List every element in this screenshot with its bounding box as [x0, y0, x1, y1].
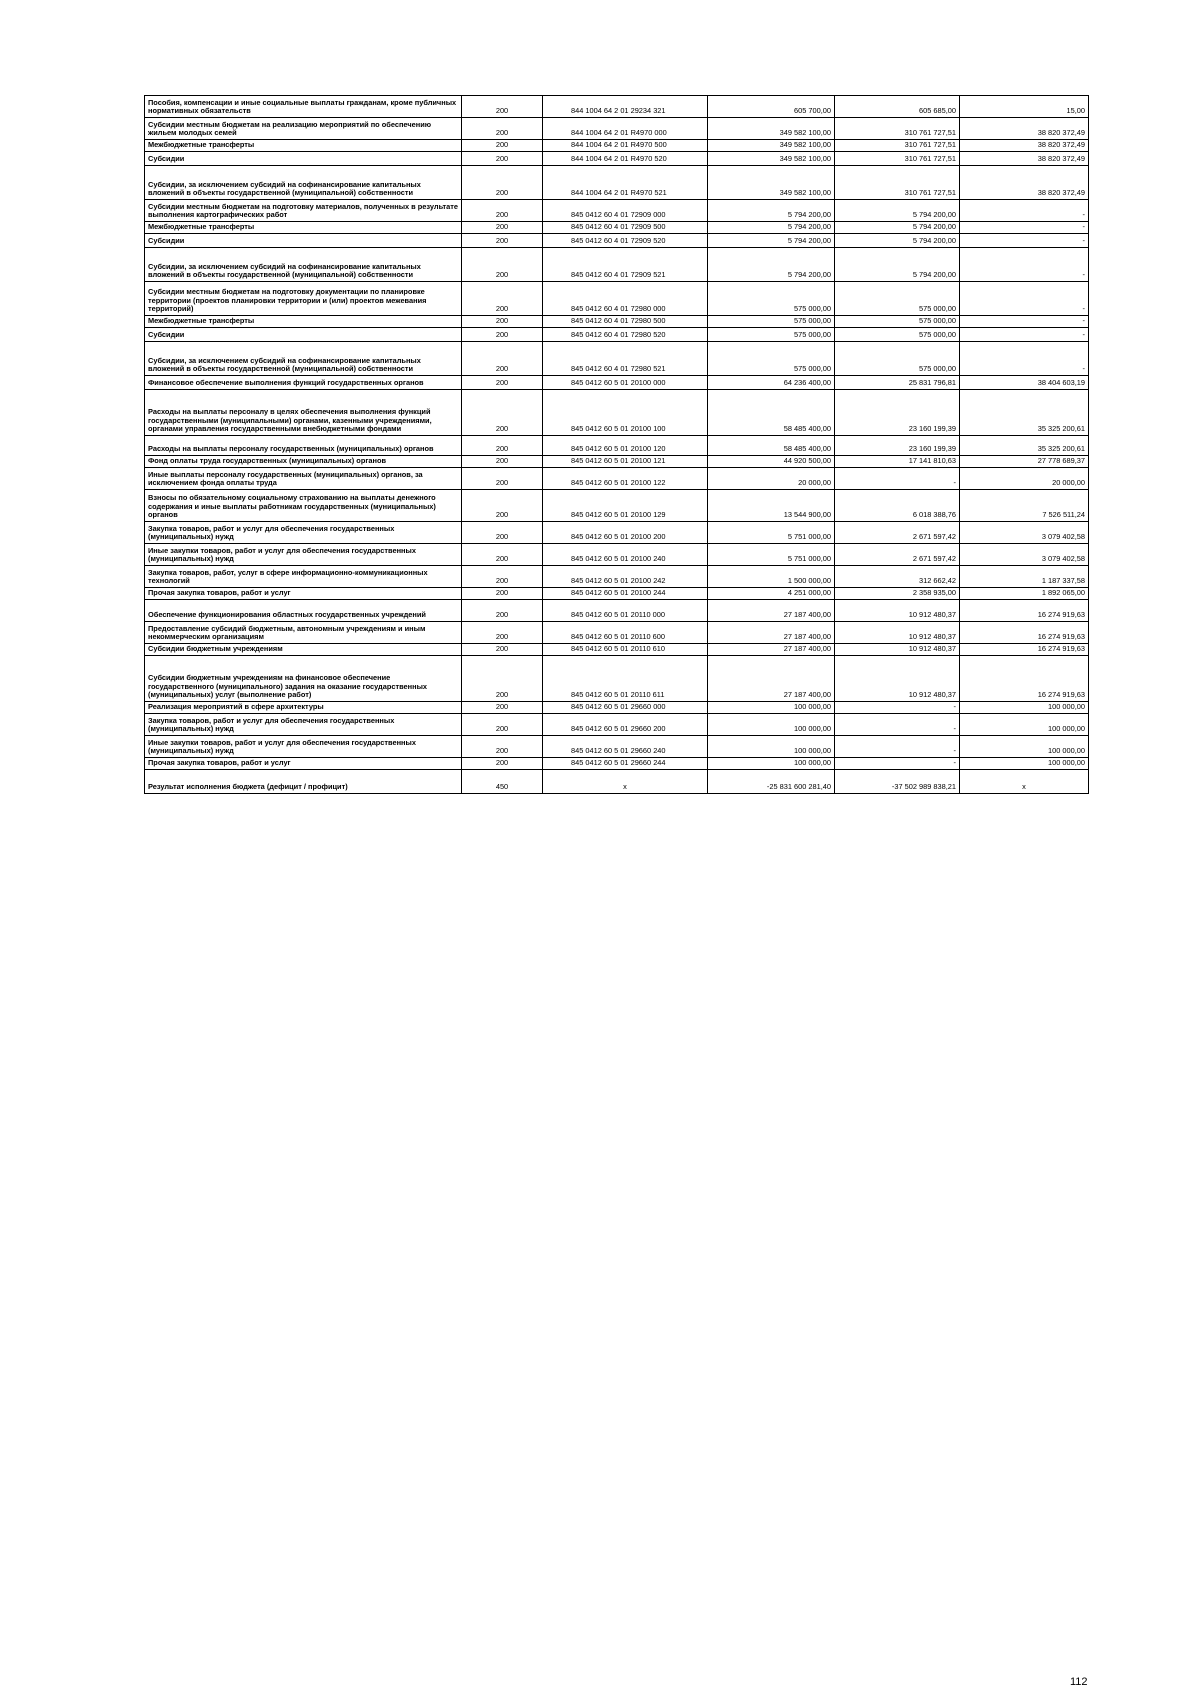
table-row — [145, 622, 1089, 644]
row-approved: 349 582 100,00 — [708, 140, 835, 152]
row-kbk: 845 0412 60 4 01 72909 521 — [543, 248, 708, 282]
row-executed: 23 160 199,39 — [835, 436, 960, 456]
table-row — [145, 328, 1089, 342]
table-row — [145, 736, 1089, 758]
row-unexecuted: 100 000,00 — [960, 714, 1089, 736]
row-executed: 5 794 200,00 — [835, 222, 960, 234]
row-name: Фонд оплаты труда государственных (муниципальных) органов — [145, 456, 462, 468]
row-name: Межбюджетные трансферты — [145, 316, 462, 328]
row-executed: 10 912 480,37 — [835, 644, 960, 656]
row-unexecuted: x — [960, 770, 1089, 794]
row-approved: 5 751 000,00 — [708, 544, 835, 566]
row-approved: 605 700,00 — [708, 96, 835, 118]
row-executed: - — [835, 714, 960, 736]
row-executed: 605 685,00 — [835, 96, 960, 118]
row-executed: 6 018 388,76 — [835, 490, 960, 522]
row-name: Межбюджетные трансферты — [145, 222, 462, 234]
row-approved: 4 251 000,00 — [708, 588, 835, 600]
row-code: 200 — [462, 544, 543, 566]
table-body — [145, 96, 1089, 794]
row-name: Субсидии, за исключением субсидий на софинансирование капитальных вложений в объекты государственной (муниципальной) собственности — [145, 166, 462, 200]
row-approved: 349 582 100,00 — [708, 152, 835, 166]
row-name: Иные выплаты персоналу государственных (муниципальных) органов, за исключением фонда оплаты труда — [145, 468, 462, 490]
row-code: 200 — [462, 436, 543, 456]
row-code: 200 — [462, 522, 543, 544]
table-row — [145, 390, 1089, 436]
row-approved: 100 000,00 — [708, 714, 835, 736]
table-row — [145, 522, 1089, 544]
row-approved: -25 831 600 281,40 — [708, 770, 835, 794]
row-name: Предоставление субсидий бюджетным, автономным учреждениям и иным некоммерческим организациям — [145, 622, 462, 644]
row-unexecuted: 20 000,00 — [960, 468, 1089, 490]
row-approved: 575 000,00 — [708, 328, 835, 342]
row-code: 200 — [462, 118, 543, 140]
row-code: 200 — [462, 468, 543, 490]
row-unexecuted: 38 820 372,49 — [960, 118, 1089, 140]
row-approved: 575 000,00 — [708, 342, 835, 376]
row-code: 200 — [462, 644, 543, 656]
row-kbk: 844 1004 64 2 01 R4970 520 — [543, 152, 708, 166]
table-row — [145, 758, 1089, 770]
row-code: 200 — [462, 758, 543, 770]
row-name: Субсидии бюджетным учреждениям — [145, 644, 462, 656]
row-code: 200 — [462, 140, 543, 152]
row-approved: 5 794 200,00 — [708, 234, 835, 248]
table-row — [145, 316, 1089, 328]
row-executed: - — [835, 702, 960, 714]
row-kbk: 845 0412 60 5 01 20100 200 — [543, 522, 708, 544]
table-row — [145, 468, 1089, 490]
row-unexecuted: - — [960, 342, 1089, 376]
row-name: Субсидии — [145, 152, 462, 166]
table-row — [145, 714, 1089, 736]
row-name: Субсидии, за исключением субсидий на софинансирование капитальных вложений в объекты государственной (муниципальной) собственности — [145, 248, 462, 282]
row-kbk: x — [543, 770, 708, 794]
row-name: Закупка товаров, работ, услуг в сфере информационно-коммуникационных технологий — [145, 566, 462, 588]
row-executed: 17 141 810,63 — [835, 456, 960, 468]
row-name: Расходы на выплаты персоналу в целях обеспечения выполнения функций государственными (муниципальными) органами, казенными учреждениями, органами управления государственными внебюджетными фондами — [145, 390, 462, 436]
row-approved: 27 187 400,00 — [708, 622, 835, 644]
table-row — [145, 140, 1089, 152]
row-executed: 310 761 727,51 — [835, 118, 960, 140]
row-approved: 27 187 400,00 — [708, 600, 835, 622]
row-executed: 5 794 200,00 — [835, 200, 960, 222]
row-executed: 5 794 200,00 — [835, 234, 960, 248]
row-unexecuted: - — [960, 316, 1089, 328]
row-kbk: 845 0412 60 5 01 20100 121 — [543, 456, 708, 468]
row-executed: 575 000,00 — [835, 342, 960, 376]
row-unexecuted: 35 325 200,61 — [960, 390, 1089, 436]
row-approved: 575 000,00 — [708, 282, 835, 316]
row-unexecuted: 16 274 919,63 — [960, 656, 1089, 702]
row-unexecuted: 35 325 200,61 — [960, 436, 1089, 456]
row-name: Субсидии — [145, 328, 462, 342]
row-executed: 575 000,00 — [835, 282, 960, 316]
row-executed: -37 502 989 838,21 — [835, 770, 960, 794]
row-unexecuted: 38 404 603,19 — [960, 376, 1089, 390]
row-code: 200 — [462, 566, 543, 588]
row-executed: 575 000,00 — [835, 328, 960, 342]
row-executed: 5 794 200,00 — [835, 248, 960, 282]
row-executed: 10 912 480,37 — [835, 622, 960, 644]
row-approved: 5 794 200,00 — [708, 248, 835, 282]
table-row — [145, 342, 1089, 376]
row-approved: 1 500 000,00 — [708, 566, 835, 588]
row-code: 200 — [462, 714, 543, 736]
table-row — [145, 770, 1089, 794]
row-unexecuted: 38 820 372,49 — [960, 152, 1089, 166]
row-executed: 25 831 796,81 — [835, 376, 960, 390]
row-kbk: 845 0412 60 5 01 29660 244 — [543, 758, 708, 770]
row-unexecuted: 100 000,00 — [960, 702, 1089, 714]
row-kbk: 845 0412 60 4 01 72909 000 — [543, 200, 708, 222]
row-code: 450 — [462, 770, 543, 794]
row-approved: 349 582 100,00 — [708, 118, 835, 140]
row-unexecuted: 38 820 372,49 — [960, 140, 1089, 152]
row-unexecuted: 100 000,00 — [960, 736, 1089, 758]
row-code: 200 — [462, 702, 543, 714]
row-code: 200 — [462, 316, 543, 328]
row-kbk: 844 1004 64 2 01 R4970 521 — [543, 166, 708, 200]
row-code: 200 — [462, 222, 543, 234]
row-kbk: 845 0412 60 5 01 20100 129 — [543, 490, 708, 522]
row-approved: 100 000,00 — [708, 702, 835, 714]
row-code: 200 — [462, 328, 543, 342]
row-kbk: 845 0412 60 4 01 72909 500 — [543, 222, 708, 234]
row-name: Расходы на выплаты персоналу государственных (муниципальных) органов — [145, 436, 462, 456]
row-approved: 20 000,00 — [708, 468, 835, 490]
row-code: 200 — [462, 96, 543, 118]
row-kbk: 845 0412 60 4 01 72980 520 — [543, 328, 708, 342]
table-row — [145, 118, 1089, 140]
row-code: 200 — [462, 600, 543, 622]
budget-execution-table — [144, 95, 1089, 794]
row-kbk: 844 1004 64 2 01 R4970 500 — [543, 140, 708, 152]
row-name: Реализация мероприятий в сфере архитектуры — [145, 702, 462, 714]
row-kbk: 845 0412 60 4 01 72980 521 — [543, 342, 708, 376]
row-approved: 58 485 400,00 — [708, 436, 835, 456]
table-row — [145, 588, 1089, 600]
row-unexecuted: 16 274 919,63 — [960, 644, 1089, 656]
row-name: Прочая закупка товаров, работ и услуг — [145, 758, 462, 770]
table-row — [145, 282, 1089, 316]
row-name: Субсидии бюджетным учреждениям на финансовое обеспечение государственного (муниципального) задания на оказание государственных (муниципальных) услуг (выполнение работ) — [145, 656, 462, 702]
row-kbk: 844 1004 64 2 01 R4970 000 — [543, 118, 708, 140]
row-executed: 2 358 935,00 — [835, 588, 960, 600]
row-approved: 100 000,00 — [708, 758, 835, 770]
row-kbk: 844 1004 64 2 01 29234 321 — [543, 96, 708, 118]
row-code: 200 — [462, 282, 543, 316]
row-name: Субсидии — [145, 234, 462, 248]
row-name: Прочая закупка товаров, работ и услуг — [145, 588, 462, 600]
row-executed: 2 671 597,42 — [835, 544, 960, 566]
row-executed: 10 912 480,37 — [835, 656, 960, 702]
row-approved: 575 000,00 — [708, 316, 835, 328]
row-name: Финансовое обеспечение выполнения функций государственных органов — [145, 376, 462, 390]
row-kbk: 845 0412 60 5 01 20100 120 — [543, 436, 708, 456]
table-row — [145, 644, 1089, 656]
row-code: 200 — [462, 588, 543, 600]
row-kbk: 845 0412 60 4 01 72909 520 — [543, 234, 708, 248]
row-unexecuted: 1 892 065,00 — [960, 588, 1089, 600]
row-approved: 64 236 400,00 — [708, 376, 835, 390]
row-unexecuted: - — [960, 200, 1089, 222]
row-name: Результат исполнения бюджета (дефицит / профицит) — [145, 770, 462, 794]
row-unexecuted: - — [960, 234, 1089, 248]
table-row — [145, 376, 1089, 390]
row-name: Иные закупки товаров, работ и услуг для обеспечения государственных (муниципальных) нужд — [145, 736, 462, 758]
table-row — [145, 702, 1089, 714]
row-code: 200 — [462, 376, 543, 390]
row-kbk: 845 0412 60 5 01 20110 610 — [543, 644, 708, 656]
row-kbk: 845 0412 60 5 01 20100 000 — [543, 376, 708, 390]
row-kbk: 845 0412 60 4 01 72980 500 — [543, 316, 708, 328]
table-row — [145, 234, 1089, 248]
row-approved: 27 187 400,00 — [708, 656, 835, 702]
row-unexecuted: - — [960, 328, 1089, 342]
row-code: 200 — [462, 490, 543, 522]
row-executed: 23 160 199,39 — [835, 390, 960, 436]
row-unexecuted: 38 820 372,49 — [960, 166, 1089, 200]
row-approved: 58 485 400,00 — [708, 390, 835, 436]
table-row — [145, 490, 1089, 522]
row-approved: 44 920 500,00 — [708, 456, 835, 468]
row-executed: - — [835, 468, 960, 490]
row-kbk: 845 0412 60 5 01 29660 200 — [543, 714, 708, 736]
row-executed: 575 000,00 — [835, 316, 960, 328]
row-executed: - — [835, 736, 960, 758]
row-kbk: 845 0412 60 5 01 20100 122 — [543, 468, 708, 490]
row-kbk: 845 0412 60 5 01 20110 600 — [543, 622, 708, 644]
row-executed: 2 671 597,42 — [835, 522, 960, 544]
row-executed: 310 761 727,51 — [835, 140, 960, 152]
row-unexecuted: 1 187 337,58 — [960, 566, 1089, 588]
table-row — [145, 600, 1089, 622]
row-unexecuted: - — [960, 222, 1089, 234]
row-approved: 5 751 000,00 — [708, 522, 835, 544]
row-kbk: 845 0412 60 5 01 20100 242 — [543, 566, 708, 588]
row-kbk: 845 0412 60 5 01 29660 000 — [543, 702, 708, 714]
row-name: Субсидии, за исключением субсидий на софинансирование капитальных вложений в объекты государственной (муниципальной) собственности — [145, 342, 462, 376]
row-code: 200 — [462, 200, 543, 222]
row-kbk: 845 0412 60 5 01 29660 240 — [543, 736, 708, 758]
row-kbk: 845 0412 60 4 01 72980 000 — [543, 282, 708, 316]
page-number: 112 — [1070, 1676, 1088, 1688]
row-approved: 5 794 200,00 — [708, 200, 835, 222]
row-name: Субсидии местным бюджетам на подготовку документации по планировке территории (проектов планировки территории и (или) проектов межевания территорий) — [145, 282, 462, 316]
row-unexecuted: 100 000,00 — [960, 758, 1089, 770]
table-row — [145, 456, 1089, 468]
table-row — [145, 166, 1089, 200]
table-row — [145, 200, 1089, 222]
row-kbk: 845 0412 60 5 01 20110 611 — [543, 656, 708, 702]
row-unexecuted: - — [960, 282, 1089, 316]
table-row — [145, 436, 1089, 456]
row-executed: - — [835, 758, 960, 770]
row-kbk: 845 0412 60 5 01 20100 240 — [543, 544, 708, 566]
row-name: Субсидии местным бюджетам на реализацию мероприятий по обеспечению жильем молодых семей — [145, 118, 462, 140]
row-approved: 13 544 900,00 — [708, 490, 835, 522]
row-code: 200 — [462, 342, 543, 376]
row-approved: 100 000,00 — [708, 736, 835, 758]
row-kbk: 845 0412 60 5 01 20110 000 — [543, 600, 708, 622]
table-row — [145, 152, 1089, 166]
row-name: Взносы по обязательному социальному страхованию на выплаты денежного содержания и иные выплаты работникам государственных (муниципальных) органов — [145, 490, 462, 522]
row-unexecuted: 16 274 919,63 — [960, 622, 1089, 644]
row-executed: 312 662,42 — [835, 566, 960, 588]
table-row — [145, 566, 1089, 588]
row-unexecuted: 15,00 — [960, 96, 1089, 118]
row-approved: 349 582 100,00 — [708, 166, 835, 200]
table-row — [145, 248, 1089, 282]
row-code: 200 — [462, 656, 543, 702]
row-name: Пособия, компенсации и иные социальные выплаты гражданам, кроме публичных нормативных обязательств — [145, 96, 462, 118]
row-code: 200 — [462, 622, 543, 644]
row-unexecuted: 3 079 402,58 — [960, 544, 1089, 566]
table-row — [145, 656, 1089, 702]
row-unexecuted: 27 778 689,37 — [960, 456, 1089, 468]
row-kbk: 845 0412 60 5 01 20100 244 — [543, 588, 708, 600]
table-row — [145, 96, 1089, 118]
row-code: 200 — [462, 456, 543, 468]
row-approved: 5 794 200,00 — [708, 222, 835, 234]
row-unexecuted: - — [960, 248, 1089, 282]
row-code: 200 — [462, 390, 543, 436]
row-code: 200 — [462, 152, 543, 166]
row-executed: 310 761 727,51 — [835, 152, 960, 166]
row-kbk: 845 0412 60 5 01 20100 100 — [543, 390, 708, 436]
row-name: Закупка товаров, работ и услуг для обеспечения государственных (муниципальных) нужд — [145, 714, 462, 736]
table-row — [145, 544, 1089, 566]
row-name: Обеспечение функционирования областных государственных учреждений — [145, 600, 462, 622]
row-approved: 27 187 400,00 — [708, 644, 835, 656]
row-unexecuted: 16 274 919,63 — [960, 600, 1089, 622]
row-name: Субсидии местным бюджетам на подготовку материалов, полученных в результате выполнения картографических работ — [145, 200, 462, 222]
row-code: 200 — [462, 166, 543, 200]
row-name: Закупка товаров, работ и услуг для обеспечения государственных (муниципальных) нужд — [145, 522, 462, 544]
row-unexecuted: 3 079 402,58 — [960, 522, 1089, 544]
row-name: Межбюджетные трансферты — [145, 140, 462, 152]
row-executed: 310 761 727,51 — [835, 166, 960, 200]
row-code: 200 — [462, 248, 543, 282]
row-name: Иные закупки товаров, работ и услуг для обеспечения государственных (муниципальных) нужд — [145, 544, 462, 566]
row-unexecuted: 7 526 511,24 — [960, 490, 1089, 522]
row-code: 200 — [462, 736, 543, 758]
row-code: 200 — [462, 234, 543, 248]
table-row — [145, 222, 1089, 234]
row-executed: 10 912 480,37 — [835, 600, 960, 622]
